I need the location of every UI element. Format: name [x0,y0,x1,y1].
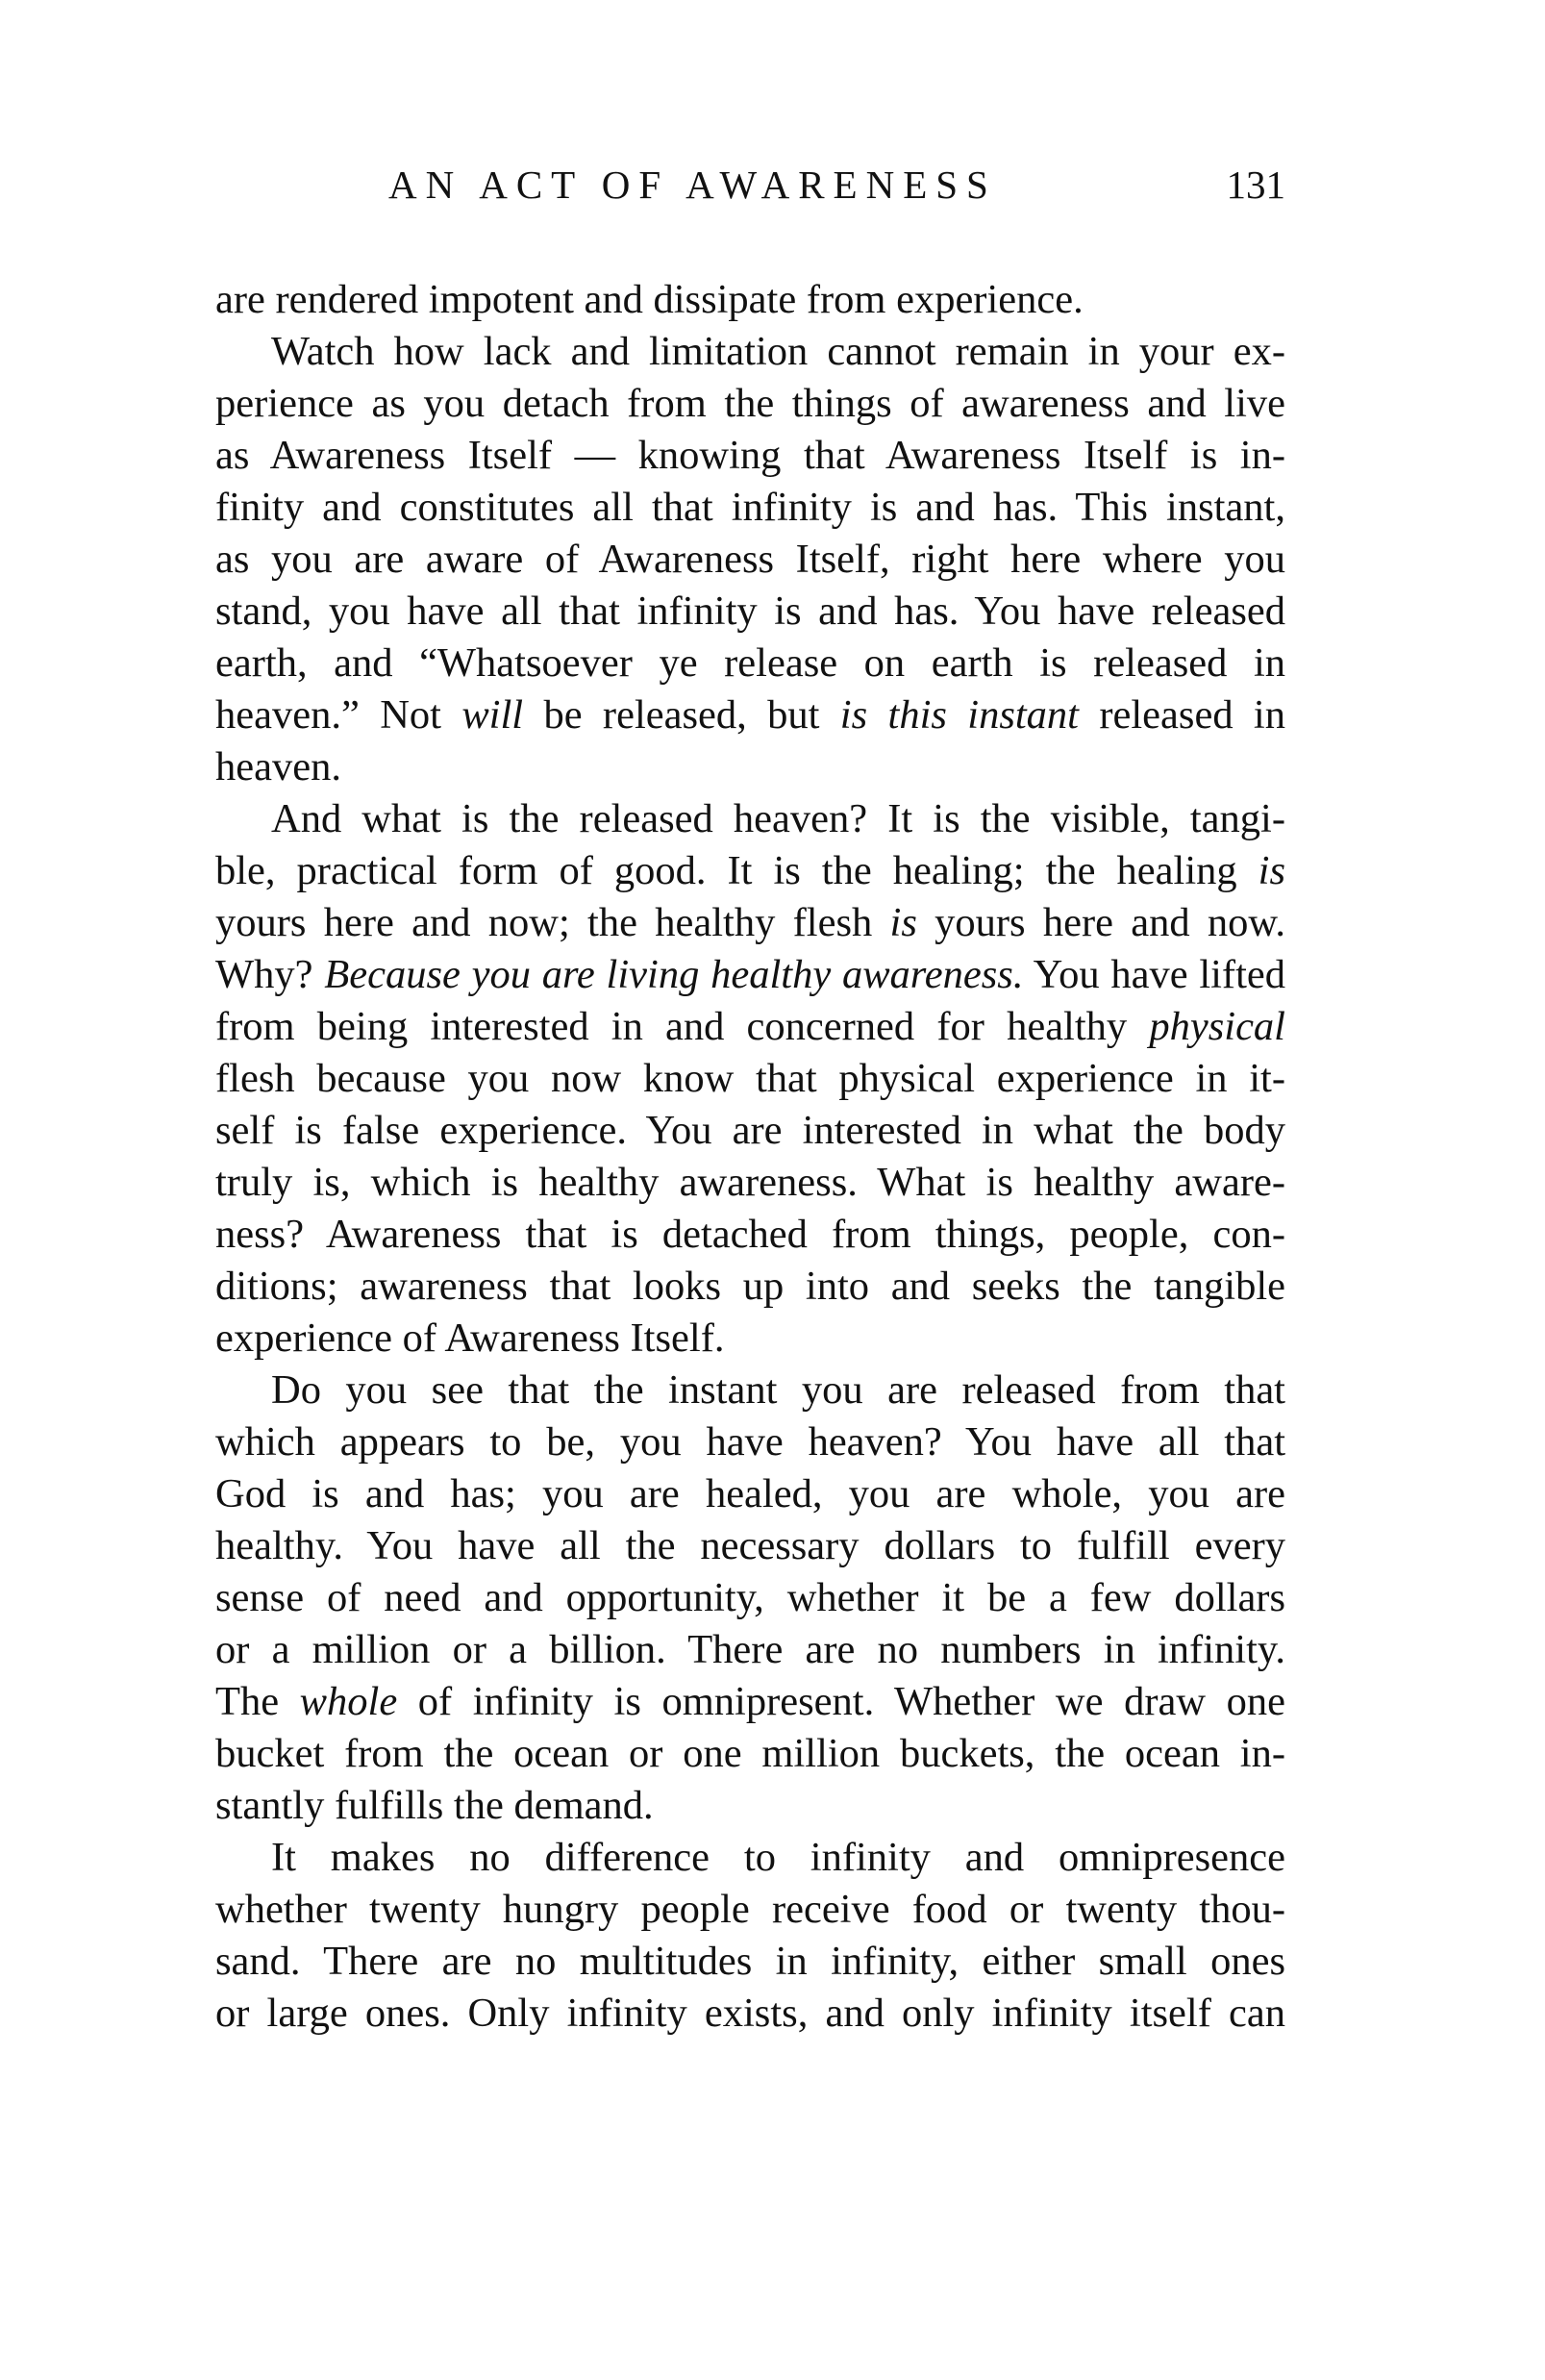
italic-text-segment: Because you are living healthy awareness. [324,952,1024,997]
text-segment: flesh because you now know that physical experience in it- [215,1056,1285,1101]
text-segment: It makes no difference to infinity and omnipresence [271,1835,1285,1880]
text-line [215,326,1285,378]
text-segment: ble, practical form of good. It is the healing; the healing [215,848,1258,893]
text-segment: which appears to be, you have heaven? You have all that [215,1419,1285,1465]
text-segment: yours here and now. [916,900,1285,945]
text-segment: released in [1079,692,1285,738]
text-line [215,1936,1285,1988]
text-line [215,1468,1285,1520]
italic-text-segment: is this instant [839,692,1079,738]
body-text [215,274,1285,2040]
text-line [215,897,1285,949]
text-line [215,1520,1285,1572]
text-segment: ness? Awareness that is detached from things, people, con- [215,1212,1285,1257]
text-line [215,1365,1285,1416]
text-line [215,430,1285,482]
text-segment: heaven.” Not [215,692,462,738]
text-segment: bucket from the ocean or one million buckets, the ocean in- [215,1731,1285,1776]
text-line [215,1572,1285,1624]
text-line [215,741,1285,793]
text-segment: or a million or a billion. There are no numbers in infinity. [215,1627,1285,1672]
text-line [215,586,1285,638]
text-line [215,482,1285,534]
text-line [215,949,1285,1001]
text-line [215,378,1285,430]
text-line [215,1676,1285,1728]
text-segment: heaven. [215,744,341,789]
text-line [215,1001,1285,1053]
text-segment: or large ones. Only infinity exists, and only infinity itself can [215,1991,1285,2036]
text-segment: self is false experience. You are interested in what the body [215,1108,1285,1153]
text-segment: perience as you detach from the things of awareness and live [215,381,1285,426]
text-line [215,1313,1285,1365]
text-line [215,689,1285,741]
italic-text-segment: whole [299,1679,398,1724]
text-segment: yours here and now; the healthy flesh [215,900,890,945]
text-line [215,1053,1285,1105]
running-head [215,156,1285,213]
text-segment: experience of Awareness Itself. [215,1315,725,1361]
italic-text-segment: is [1258,848,1285,893]
text-segment: And what is the released heaven? It is the visible, tangi- [271,796,1285,841]
italic-text-segment: will [461,692,524,738]
text-line [215,1728,1285,1780]
text-segment: You have lifted [1023,952,1286,997]
text-segment: The [215,1679,300,1724]
text-segment: whether twenty hungry people receive food or twenty thou- [215,1887,1285,1932]
text-segment: of infinity is omnipresent. Whether we draw one [397,1679,1285,1724]
text-line [215,1157,1285,1209]
text-line [215,534,1285,586]
text-segment: stand, you have all that infinity is and has. You have released [215,589,1285,634]
running-title: AN ACT OF AWARENESS [388,163,997,207]
text-segment: be released, but [523,692,840,738]
text-segment: from being interested in and concerned for healthy [215,1004,1150,1049]
text-segment: God is and has; you are healed, you are whole, you are [215,1471,1285,1516]
text-segment: stantly fulfills the demand. [215,1783,654,1828]
text-segment: are rendered impotent and dissipate from experience. [215,277,1084,322]
text-line [215,793,1285,845]
italic-text-segment: is [889,900,917,945]
text-segment: Why? [215,952,325,997]
italic-text-segment: physical [1149,1004,1285,1049]
text-line [215,1988,1285,2040]
text-line [215,1624,1285,1676]
text-segment: healthy. You have all the necessary dollars to fulfill every [215,1523,1285,1568]
text-segment: sand. There are no multitudes in infinity, either small ones [215,1939,1285,1984]
text-line [215,638,1285,689]
text-line [215,274,1285,326]
page-number: 131 [1226,163,1285,207]
text-line [215,1105,1285,1157]
text-line [215,845,1285,897]
text-line [215,1884,1285,1936]
text-line [215,1832,1285,1884]
text-segment: earth, and “Whatsoever ye release on earth is released in [215,640,1285,686]
text-line [215,1780,1285,1832]
text-segment: Do you see that the instant you are released from that [271,1367,1285,1413]
text-line [215,1261,1285,1313]
text-segment: truly is, which is healthy awareness. What is healthy aware- [215,1160,1285,1205]
text-segment: sense of need and opportunity, whether it be a few dollars [215,1575,1285,1620]
text-line [215,1209,1285,1261]
text-segment: ditions; awareness that looks up into and seeks the tangible [215,1264,1285,1309]
text-line [215,1416,1285,1468]
text-segment: as Awareness Itself — knowing that Awareness Itself is in- [215,433,1285,478]
text-segment: as you are aware of Awareness Itself, right here where you [215,537,1285,582]
text-segment: finity and constitutes all that infinity is and has. This instant, [215,485,1285,530]
text-segment: Watch how lack and limitation cannot remain in your ex- [271,329,1285,374]
